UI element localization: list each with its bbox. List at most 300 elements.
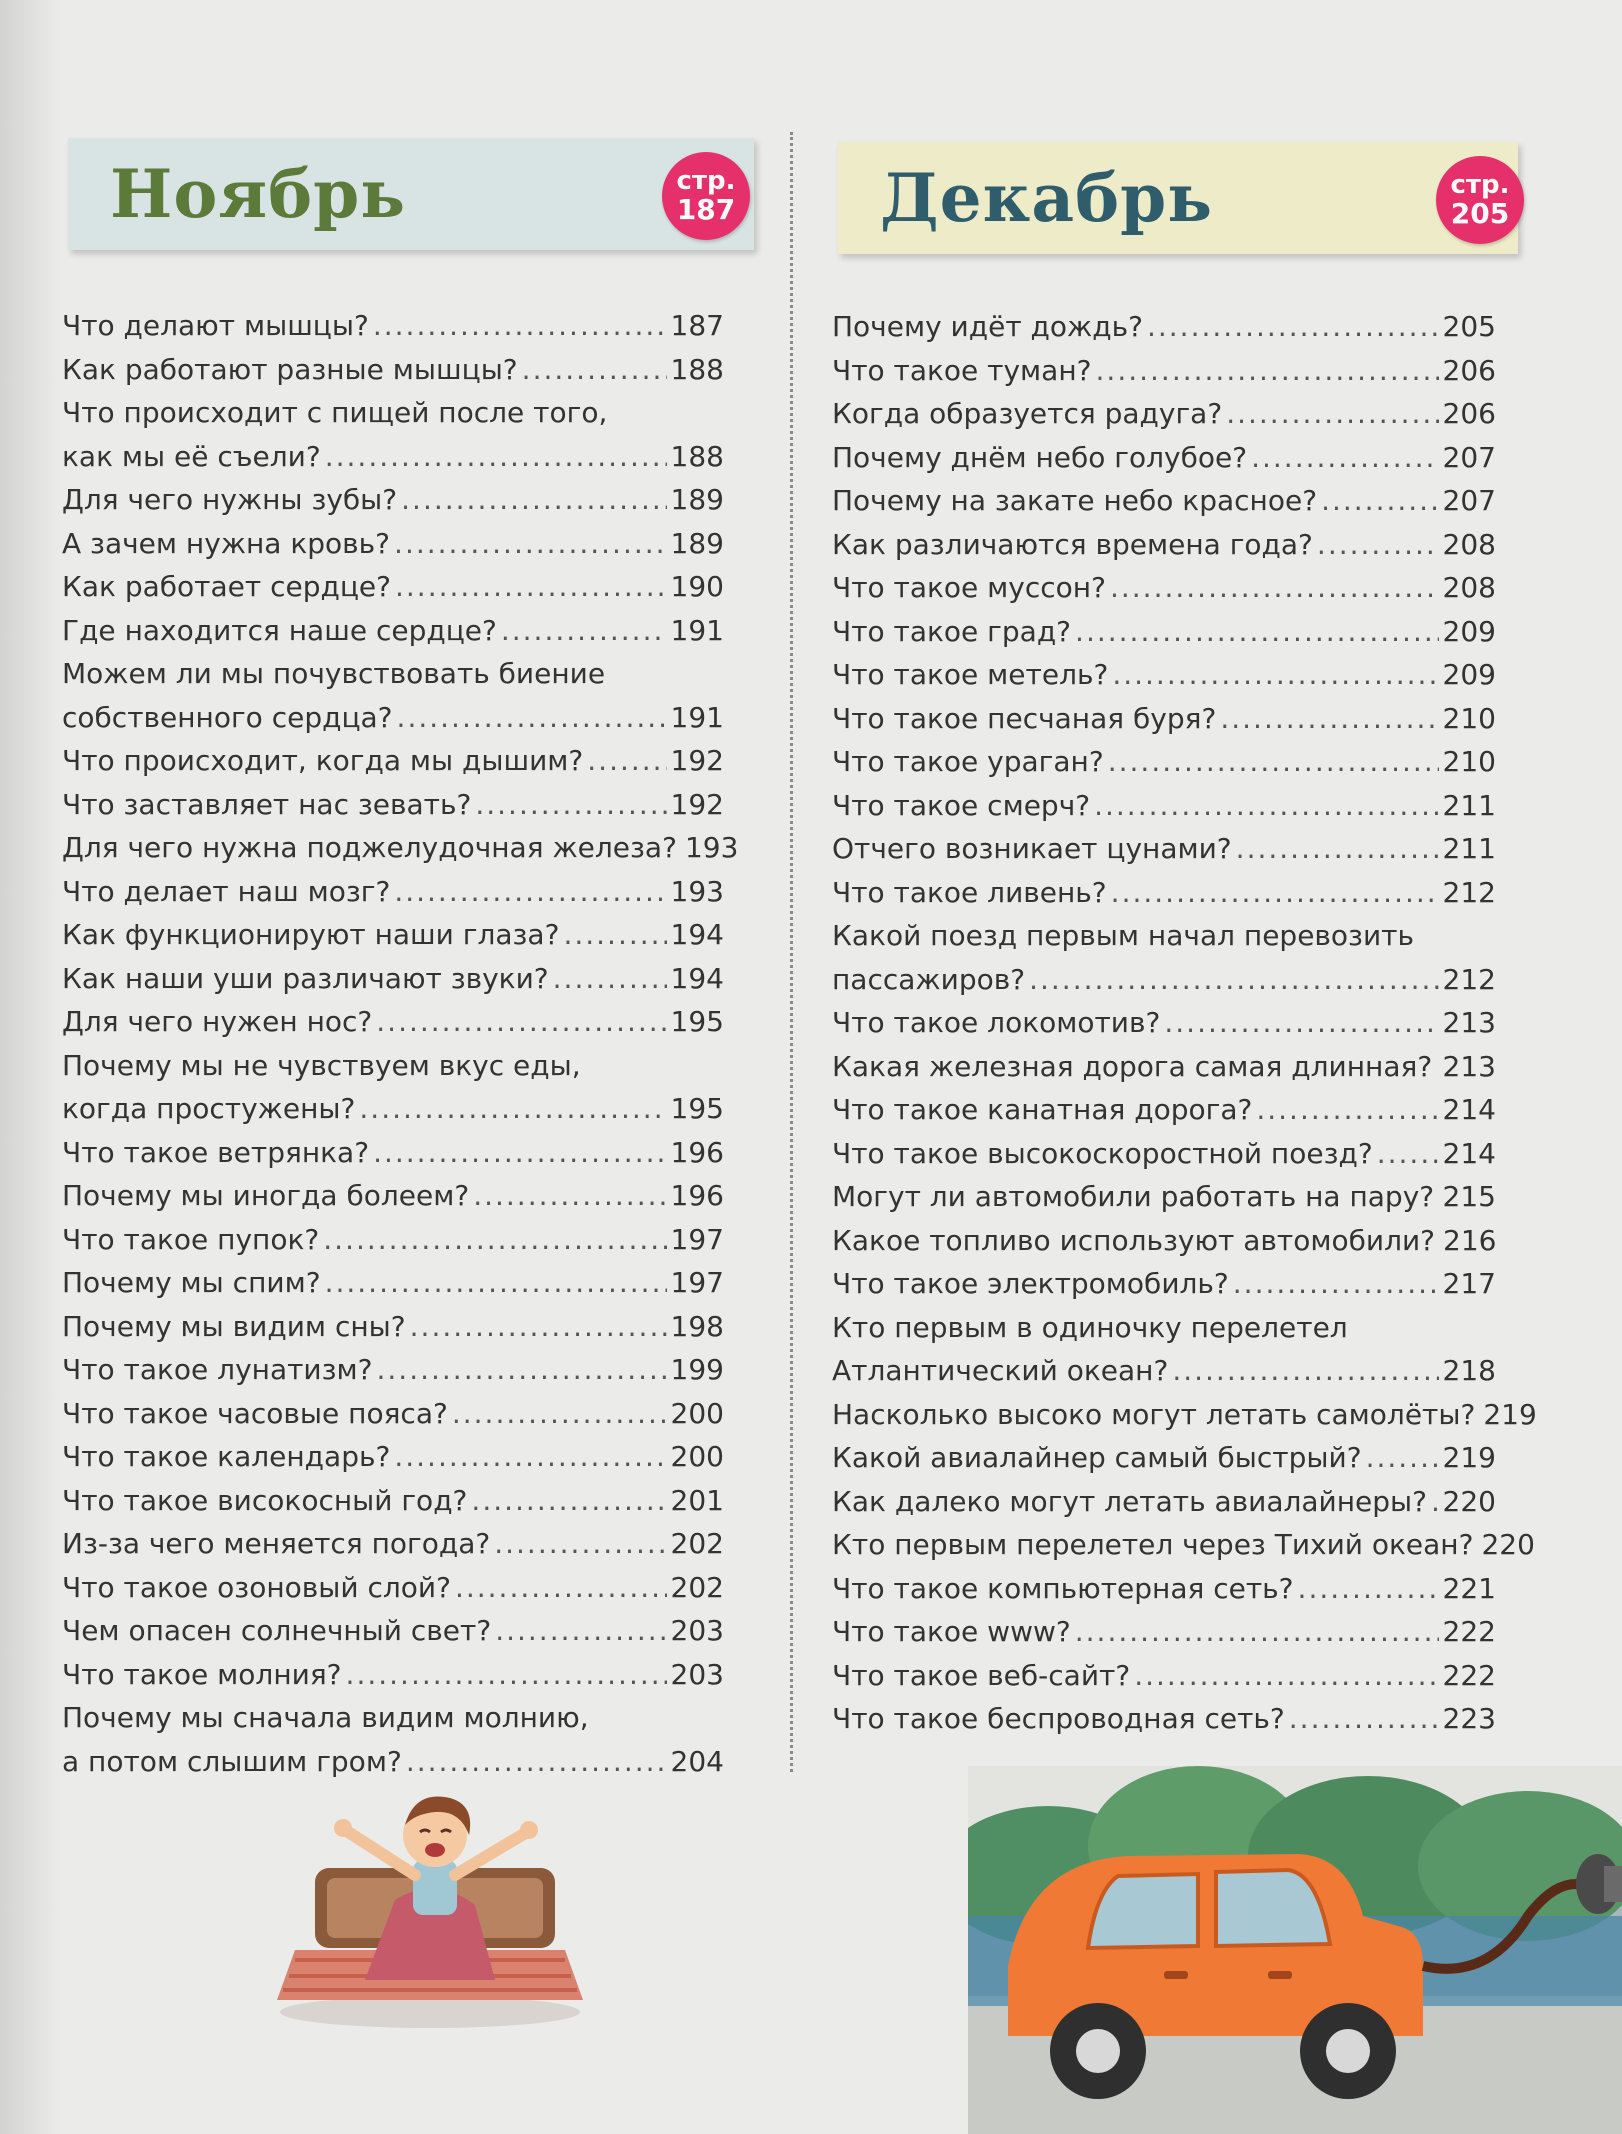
toc-dot-leader [1377,1132,1439,1176]
toc-entry [832,305,1496,349]
badge-page-number: 205 [1450,197,1510,230]
toc-page-number: 195 [670,1092,724,1125]
toc-page-number: 211 [1442,832,1496,865]
toc-entry-title-line: Можем ли мы почувствовать биение [62,657,606,690]
toc-page-number: 196 [670,1179,724,1212]
december-page-badge [1436,156,1524,244]
toc-entry [62,609,724,653]
toc-entry-row [832,479,1496,523]
toc-entry-row [832,784,1496,828]
toc-dot-leader [475,783,666,827]
toc-entry [62,1435,724,1479]
toc-entry-title: Что происходит, когда мы дышим? [62,744,584,777]
toc-entry-title: А зачем нужна кровь? [62,526,391,560]
toc-entry-title: Что такое локомотив? [832,1006,1161,1039]
toc-dot-leader [376,1000,666,1044]
toc-dot-leader [1094,784,1438,828]
toc-entry [832,1132,1496,1176]
toc-entry-row [832,697,1496,741]
toc-entry-row [62,1000,724,1044]
toc-entry-title: Отчего возникает цунами? [832,832,1232,865]
toc-page-number: 193 [670,874,724,908]
toc-entry [62,1261,724,1305]
toc-entry-row [832,1349,1496,1393]
toc-page-number: 201 [670,1483,724,1517]
toc-page-number: 192 [670,744,724,777]
toc-dot-leader [471,1479,666,1523]
november-toc-list [62,304,739,1783]
toc-entry-title: Что такое муссон? [832,571,1106,604]
toc-entry-title: Как наши уши различают звуки? [62,961,549,995]
toc-entry-title: когда простужены? [62,1092,356,1125]
toc-dot-leader [563,913,666,957]
toc-dot-leader [406,1740,667,1784]
toc-entry-title: Как функционируют наши глаза? [62,918,560,951]
toc-dot-leader [1134,1654,1438,1698]
toc-entry-title: Что такое озоновый слой? [62,1570,451,1604]
toc-page-number: 217 [1442,1267,1496,1300]
toc-entry-title: Что такое часовые пояса? [62,1396,448,1430]
toc-entry [62,1479,724,1523]
toc-entry-row [832,1480,1496,1524]
toc-entry-title-line: Кто первым в одиночку перелетел [832,1310,1348,1344]
toc-entry [62,1392,724,1436]
toc-entry [62,1696,724,1783]
child-in-bed-illustration [265,1780,595,2040]
toc-dot-leader [373,1131,666,1175]
toc-entry-title: Что такое песчаная буря? [832,701,1217,735]
toc-entry [62,1174,724,1218]
toc-page-number: 208 [1442,527,1496,561]
toc-page-number: 214 [1442,1093,1496,1126]
toc-entry-title: Атлантический океан? [832,1354,1169,1387]
toc-entry-title: Что такое лунатизм? [62,1353,373,1386]
december-banner [838,142,1518,254]
toc-dot-leader [1317,523,1439,567]
toc-entry-row [62,304,724,348]
toc-entry [832,392,1496,436]
toc-dot-leader [1172,1349,1438,1393]
electric-car-illustration [968,1766,1622,2134]
toc-entry [832,1393,1537,1437]
toc-page-number: 194 [670,961,724,995]
toc-entry-title: собственного сердца? [62,700,393,734]
page-gutter-shadow [0,0,60,2134]
toc-page-number: 216 [1443,1223,1497,1257]
toc-entry-title: Могут ли автомобили работать на пару? [832,1180,1435,1213]
toc-entry-row [62,1479,724,1523]
toc-entry [62,1522,724,1566]
toc-page-number: 219 [1483,1397,1537,1431]
toc-entry-row [832,349,1496,393]
toc-entry-title: Что такое високосный год? [62,1483,468,1517]
toc-entry-title: Почему мы иногда болеем? [62,1179,470,1212]
toc-entry [832,1001,1496,1045]
toc-entry-title: Какой авиалайнер самый быстрый? [832,1441,1362,1474]
toc-entry-title: как мы её съели? [62,439,321,473]
toc-entry-row [832,1654,1496,1698]
toc-dot-leader [1096,349,1439,393]
toc-entry-title: Как работает сердце? [62,570,391,603]
toc-dot-leader [377,1348,667,1392]
toc-entry-title: Что такое ураган? [832,745,1104,778]
toc-entry-title: Что такое беспроводная сеть? [832,1702,1285,1735]
toc-entry [832,523,1496,567]
toc-page-number: 195 [670,1005,724,1038]
toc-entry [62,1653,724,1697]
toc-page-number: 207 [1442,484,1496,517]
toc-entry-title: Как далеко могут летать авиалайнеры? [832,1484,1428,1518]
toc-entry-title: Какое топливо используют автомобили? [832,1223,1436,1257]
toc-entry-title: Что такое смерч? [832,788,1091,822]
toc-dot-leader [394,870,666,914]
toc-dot-leader [553,957,667,1001]
toc-entry-title: Что такое туман? [832,353,1092,387]
toc-page-number: 207 [1442,440,1496,474]
toc-page-number: 212 [1442,875,1496,909]
december-toc-list [832,305,1537,1741]
toc-entry-title: а потом слышим гром? [62,1744,402,1778]
toc-entry-row [832,653,1496,697]
toc-entry [832,1045,1496,1089]
toc-page-number: 196 [670,1135,724,1169]
toc-dot-leader [1110,566,1439,610]
toc-entry [62,1218,724,1262]
toc-entry-title-line: Что происходит с пищей после того, [62,396,608,429]
toc-entry-row [832,1219,1496,1263]
toc-entry [832,914,1496,1001]
toc-dot-leader [1112,653,1438,697]
toc-page-number: 191 [670,613,724,647]
toc-page-number: 191 [670,700,724,734]
toc-entry [832,740,1496,784]
toc-dot-leader [395,565,667,609]
toc-entry-title: Что такое метель? [832,658,1109,691]
toc-dot-leader [397,696,667,740]
column-divider [790,132,793,1772]
toc-entry [62,870,724,914]
toc-entry [832,1523,1535,1567]
toc-entry [62,739,724,783]
toc-entry [832,1610,1496,1654]
toc-dot-leader [1226,392,1438,436]
toc-entry-title: Что такое www? [832,1615,1071,1648]
toc-page-number: 205 [1442,310,1496,343]
toc-entry [832,1262,1496,1306]
toc-entry-row [832,523,1496,567]
toc-entry [62,652,724,739]
november-title: Ноябрь [110,155,407,233]
toc-entry-row [832,1436,1496,1480]
toc-page-number: 209 [1442,658,1496,691]
toc-entry-row [62,1566,724,1610]
toc-entry-title: пассажиров? [832,962,1026,996]
toc-entry-row [832,1697,1496,1741]
toc-entry [62,391,724,478]
toc-page-number: 202 [670,1570,724,1604]
toc-entry-title: Что такое град? [832,614,1072,648]
toc-entry-row [62,1087,724,1131]
toc-entry-row [832,1610,1496,1654]
toc-entry [832,566,1496,610]
toc-dot-leader [373,304,667,348]
toc-dot-leader [1236,827,1439,871]
toc-entry-title: Чем опасен солнечный свет? [62,1614,492,1647]
toc-page-number: 188 [670,439,724,473]
toc-entry-row [832,305,1496,349]
toc-entry [832,1219,1496,1263]
toc-page-number: 199 [670,1353,724,1386]
toc-page-number: 211 [1442,788,1496,822]
toc-entry-row [62,522,724,566]
toc-entry [62,826,739,870]
toc-entry-row [62,783,724,827]
toc-page-number: 213 [1442,1049,1496,1083]
toc-entry-row [62,739,724,783]
toc-entry [62,913,724,957]
toc-entry-title: Что такое ветрянка? [62,1135,370,1169]
toc-entry-title: Что такое ливень? [832,875,1107,909]
toc-entry-row [62,826,739,870]
toc-entry [62,1044,724,1131]
toc-entry-row [832,1045,1496,1089]
toc-entry-row [832,566,1496,610]
toc-entry-row [62,870,724,914]
toc-page-number: 193 [684,831,739,864]
toc-entry-title: Почему мы спим? [62,1266,321,1299]
toc-entry-title: Когда образуется радуга? [832,397,1223,430]
toc-page-number: 206 [1442,397,1496,430]
toc-entry-title: Что такое веб-сайт? [832,1658,1131,1692]
toc-entry-row [832,436,1496,480]
toc-page-number: 189 [670,483,724,516]
toc-entry-row [62,1218,724,1262]
toc-entry [62,783,724,827]
toc-entry [62,348,724,392]
toc-page-number: 215 [1442,1180,1496,1213]
toc-dot-leader [394,1435,666,1479]
toc-entry [62,478,724,522]
toc-entry-title: Что делает наш мозг? [62,874,391,908]
toc-entry [62,565,724,609]
toc-dot-leader [1111,871,1439,915]
december-title: Декабрь [880,159,1214,237]
toc-entry-title: Что такое календарь? [62,1440,391,1473]
toc-entry-row [832,1567,1496,1611]
toc-dot-leader [455,1566,667,1610]
toc-entry-row [62,1392,724,1436]
toc-entry [832,1088,1496,1132]
toc-dot-leader [1366,1436,1439,1480]
toc-entry [832,1480,1496,1524]
badge-label: стр. [1450,170,1510,200]
toc-entry-title-line: Какой поезд первым начал перевозить [832,919,1414,952]
toc-entry-row [62,1261,724,1305]
toc-entry-row [832,1132,1496,1176]
toc-dot-leader [346,1653,667,1697]
toc-entry-title: Для чего нужна поджелудочная железа? [62,831,677,864]
toc-entry-title-line: Почему мы не чувствуем вкус еды, [62,1048,581,1082]
toc-entry [62,1131,724,1175]
toc-dot-leader [1431,1480,1439,1524]
toc-page-number: 209 [1442,614,1496,648]
toc-page-number: 188 [670,352,724,386]
toc-entry [62,304,724,348]
toc-entry-title: Что заставляет нас зевать? [62,787,472,821]
toc-dot-leader [325,1261,667,1305]
toc-entry [62,1305,724,1349]
toc-entry [832,653,1496,697]
toc-entry-title: Где находится наше сердце? [62,613,497,647]
toc-entry-row [62,1435,724,1479]
toc-page-number: 220 [1442,1484,1496,1518]
toc-entry-row [62,1522,724,1566]
toc-entry-title: Что делают мышцы? [62,309,369,342]
toc-dot-leader [323,1218,666,1262]
toc-page-number: 221 [1442,1571,1496,1605]
toc-entry [62,1609,724,1653]
toc-entry [62,957,724,1001]
toc-dot-leader [1220,697,1438,741]
november-banner [68,138,754,250]
toc-dot-leader [587,739,666,783]
toc-entry-row [832,610,1496,654]
toc-entry-row [62,1740,724,1784]
toc-dot-leader [325,435,667,479]
toc-dot-leader [1289,1697,1439,1741]
toc-page-number: 220 [1481,1528,1535,1561]
toc-page-number: 219 [1442,1441,1496,1474]
toc-dot-leader [1075,1610,1439,1654]
badge-label: стр. [676,166,736,196]
toc-page-number: 212 [1442,962,1496,996]
toc-entry-row [832,1262,1496,1306]
badge-page-number: 187 [676,193,736,226]
toc-page-number: 214 [1442,1136,1496,1170]
toc-dot-leader [401,478,666,522]
toc-entry-title: Какая железная дорога самая длинная? [832,1049,1433,1083]
toc-entry-row [62,478,724,522]
toc-entry-row [832,958,1496,1002]
toc-dot-leader [501,609,667,653]
toc-dot-leader [495,1609,666,1653]
toc-entry-row [62,348,724,392]
toc-page-number: 194 [670,918,724,951]
toc-entry-title: Что такое высокоскоростной поезд? [832,1136,1373,1170]
toc-page-number: 204 [670,1744,724,1778]
toc-entry-title: Почему мы видим сны? [62,1309,406,1343]
toc-page-number: 190 [670,570,724,603]
toc-entry-title: Что такое компьютерная сеть? [832,1571,1294,1605]
toc-page-number: 198 [670,1309,724,1343]
toc-entry-row [62,913,724,957]
toc-page-number: 192 [670,787,724,821]
toc-entry-row [62,565,724,609]
toc-page-number: 210 [1442,745,1496,778]
toc-entry [62,1566,724,1610]
toc-entry [832,610,1496,654]
toc-entry-title: Для чего нужен нос? [62,1005,373,1038]
toc-entry-title: Что такое канатная дорога? [832,1093,1253,1126]
toc-dot-leader [1075,610,1439,654]
toc-entry [832,479,1496,523]
toc-dot-leader [494,1522,666,1566]
toc-entry-title: Кто первым перелетел через Тихий океан? [832,1528,1474,1561]
toc-entry-row [62,435,724,479]
toc-page-number: 202 [670,1527,724,1560]
toc-entry [832,436,1496,480]
toc-entry [832,1175,1496,1219]
toc-dot-leader [359,1087,666,1131]
toc-page-number: 197 [670,1266,724,1299]
toc-page-number: 218 [1442,1354,1496,1387]
toc-page-number: 197 [670,1222,724,1256]
toc-entry [832,827,1496,871]
toc-dot-leader [1321,479,1438,523]
toc-page-number: 189 [670,526,724,560]
toc-dot-leader [452,1392,667,1436]
toc-page-number: 223 [1442,1702,1496,1735]
toc-entry-title: Что такое молния? [62,1657,342,1691]
toc-page-number: 206 [1442,353,1496,387]
toc-entry-title: Почему днём небо голубое? [832,440,1248,474]
toc-page-number: 222 [1442,1615,1496,1648]
toc-entry [832,349,1496,393]
toc-entry [832,784,1496,828]
toc-entry-row [832,1088,1496,1132]
toc-page-number: 203 [670,1614,724,1647]
toc-entry-row [62,696,724,740]
toc-dot-leader [1251,436,1438,480]
toc-dot-leader [1256,1088,1438,1132]
toc-entry-row [832,1523,1535,1567]
toc-entry-row [832,1393,1537,1437]
toc-entry [832,1436,1496,1480]
toc-entry [832,697,1496,741]
toc-entry-row [62,1348,724,1392]
toc-entry [832,1697,1496,1741]
toc-entry [832,1654,1496,1698]
toc-entry [832,1567,1496,1611]
toc-entry-row [62,1609,724,1653]
toc-dot-leader [394,522,667,566]
toc-entry-row [62,1174,724,1218]
toc-entry [62,1348,724,1392]
toc-dot-leader [473,1174,666,1218]
toc-entry-row [62,609,724,653]
toc-dot-leader [1298,1567,1439,1611]
toc-entry-title: Из-за чего меняется погода? [62,1527,491,1560]
toc-entry-title: Как различаются времена года? [832,527,1313,561]
toc-entry-row [62,1305,724,1349]
toc-entry-row [62,1653,724,1697]
toc-entry-row [62,957,724,1001]
toc-dot-leader [1029,958,1438,1002]
toc-entry [62,522,724,566]
toc-page-number: 213 [1442,1006,1496,1039]
toc-entry-row [832,740,1496,784]
toc-entry-title: Что такое пупок? [62,1222,320,1256]
toc-entry [832,1306,1496,1393]
toc-dot-leader [522,348,667,392]
toc-page-number: 187 [670,309,724,342]
toc-dot-leader [1108,740,1439,784]
toc-entry-row [832,871,1496,915]
toc-entry-row [832,827,1496,871]
toc-entry-row [832,1175,1496,1219]
toc-dot-leader [1233,1262,1439,1306]
toc-entry-row [832,1001,1496,1045]
